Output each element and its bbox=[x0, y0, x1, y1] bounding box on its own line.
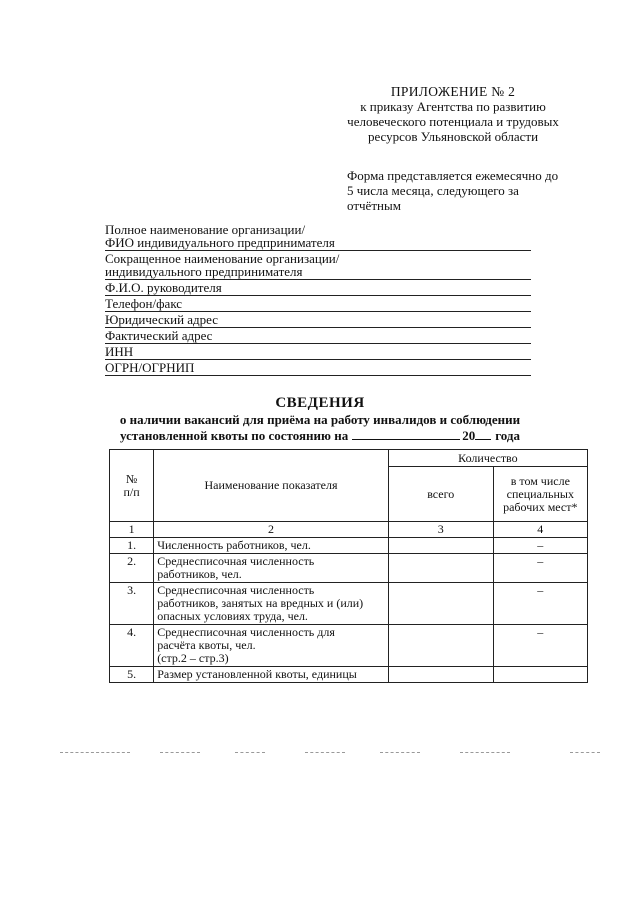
org-field-inn[interactable] bbox=[105, 344, 531, 360]
org-field-actual-address[interactable] bbox=[105, 328, 531, 344]
report-heading bbox=[100, 394, 540, 444]
report-year-prefix: 20 bbox=[462, 428, 476, 443]
form-note-line: отчётным bbox=[347, 198, 401, 213]
org-field-legal-address[interactable] bbox=[105, 312, 531, 328]
org-field-phone-fax[interactable] bbox=[105, 296, 531, 312]
scan-mark bbox=[460, 752, 510, 753]
row-special-cell bbox=[493, 667, 587, 683]
org-field-label: Ф.И.О. руководителя bbox=[105, 280, 222, 295]
header-quantity: Количество bbox=[388, 450, 587, 467]
scan-artifact-marks bbox=[60, 752, 600, 758]
row-name: Размер установленной квоты, единицы bbox=[154, 667, 389, 683]
org-field-label: Фактический адрес bbox=[105, 328, 213, 343]
vacancy-table bbox=[109, 449, 588, 683]
form-note-line: 5 числа месяца, следующего за bbox=[347, 183, 519, 198]
row-special-cell: – bbox=[493, 625, 587, 667]
org-field-label: ИНН bbox=[105, 344, 134, 359]
scan-mark bbox=[235, 752, 265, 753]
report-date-suffix: года bbox=[495, 428, 520, 443]
header-special: в том числе специальных рабочих мест* bbox=[493, 467, 587, 522]
org-field-label: ФИО индивидуального предпринимателя bbox=[105, 235, 335, 250]
org-field-full-name[interactable] bbox=[105, 222, 531, 251]
header-num: № п/п bbox=[110, 450, 154, 522]
row-name: Среднесписочная численность для расчёта квоты, чел. (стр.2 – стр.3) bbox=[154, 625, 389, 667]
row-total-cell[interactable] bbox=[388, 583, 493, 625]
row-number: 4. bbox=[110, 625, 154, 667]
column-number: 2 bbox=[154, 522, 389, 538]
report-date-blank[interactable] bbox=[352, 428, 460, 440]
column-number: 1 bbox=[110, 522, 154, 538]
appendix-line: человеческого потенциала и трудовых bbox=[347, 114, 559, 129]
header-total: всего bbox=[388, 467, 493, 522]
row-total-cell[interactable] bbox=[388, 625, 493, 667]
row-total-cell[interactable] bbox=[388, 667, 493, 683]
row-number: 5. bbox=[110, 667, 154, 683]
appendix-header bbox=[318, 84, 588, 144]
column-number: 4 bbox=[493, 522, 587, 538]
org-field-label: Полное наименование организации/ bbox=[105, 222, 306, 237]
row-name: Численность работников, чел. bbox=[154, 538, 389, 554]
row-number: 2. bbox=[110, 554, 154, 583]
scan-mark bbox=[380, 752, 420, 753]
scan-mark bbox=[570, 752, 600, 753]
report-title: СВЕДЕНИЯ bbox=[275, 395, 365, 411]
scan-mark bbox=[60, 752, 130, 753]
row-total-cell[interactable] bbox=[388, 554, 493, 583]
header-name: Наименование показателя bbox=[154, 450, 389, 522]
table-row bbox=[110, 538, 588, 554]
org-field-short-name[interactable] bbox=[105, 251, 531, 280]
form-submission-note bbox=[347, 168, 587, 213]
organization-fields bbox=[105, 222, 531, 376]
table-header-row bbox=[110, 450, 588, 467]
appendix-title: ПРИЛОЖЕНИЕ № 2 bbox=[390, 84, 516, 99]
table-row bbox=[110, 625, 588, 667]
table-row bbox=[110, 667, 588, 683]
scan-mark bbox=[160, 752, 200, 753]
org-field-director[interactable] bbox=[105, 280, 531, 296]
org-field-label: Юридический адрес bbox=[105, 312, 219, 327]
report-date-prefix: установленной квоты по состоянию на bbox=[120, 428, 349, 443]
scan-mark bbox=[305, 752, 345, 753]
org-field-label: Телефон/факс bbox=[105, 296, 183, 311]
column-number: 3 bbox=[388, 522, 493, 538]
report-subtitle: о наличии вакансий для приёма на работу инвалидов и соблюдении bbox=[119, 412, 521, 427]
org-field-ogrn[interactable] bbox=[105, 360, 531, 376]
row-number: 1. bbox=[110, 538, 154, 554]
org-field-label: индивидуального предпринимателя bbox=[105, 264, 303, 279]
row-name: Среднесписочная численность работников, занятых на вредных и (или) опасных условиях труда, чел. bbox=[154, 583, 389, 625]
table-column-numbers bbox=[110, 522, 588, 538]
row-name: Среднесписочная численность работников, чел. bbox=[154, 554, 389, 583]
org-field-label: ОГРН/ОГРНИП bbox=[105, 360, 195, 375]
row-special-cell: – bbox=[493, 554, 587, 583]
form-note-line: Форма представляется ежемесячно до bbox=[347, 168, 559, 183]
org-field-label: Сокращенное наименование организации/ bbox=[105, 251, 340, 266]
report-year-blank[interactable] bbox=[475, 428, 491, 440]
table-row bbox=[110, 554, 588, 583]
row-special-cell: – bbox=[493, 538, 587, 554]
row-total-cell[interactable] bbox=[388, 538, 493, 554]
table-row bbox=[110, 583, 588, 625]
row-special-cell: – bbox=[493, 583, 587, 625]
appendix-line: к приказу Агентства по развитию bbox=[360, 99, 546, 114]
report-date-line bbox=[100, 428, 540, 444]
appendix-line: ресурсов Ульяновской области bbox=[367, 129, 539, 144]
row-number: 3. bbox=[110, 583, 154, 625]
